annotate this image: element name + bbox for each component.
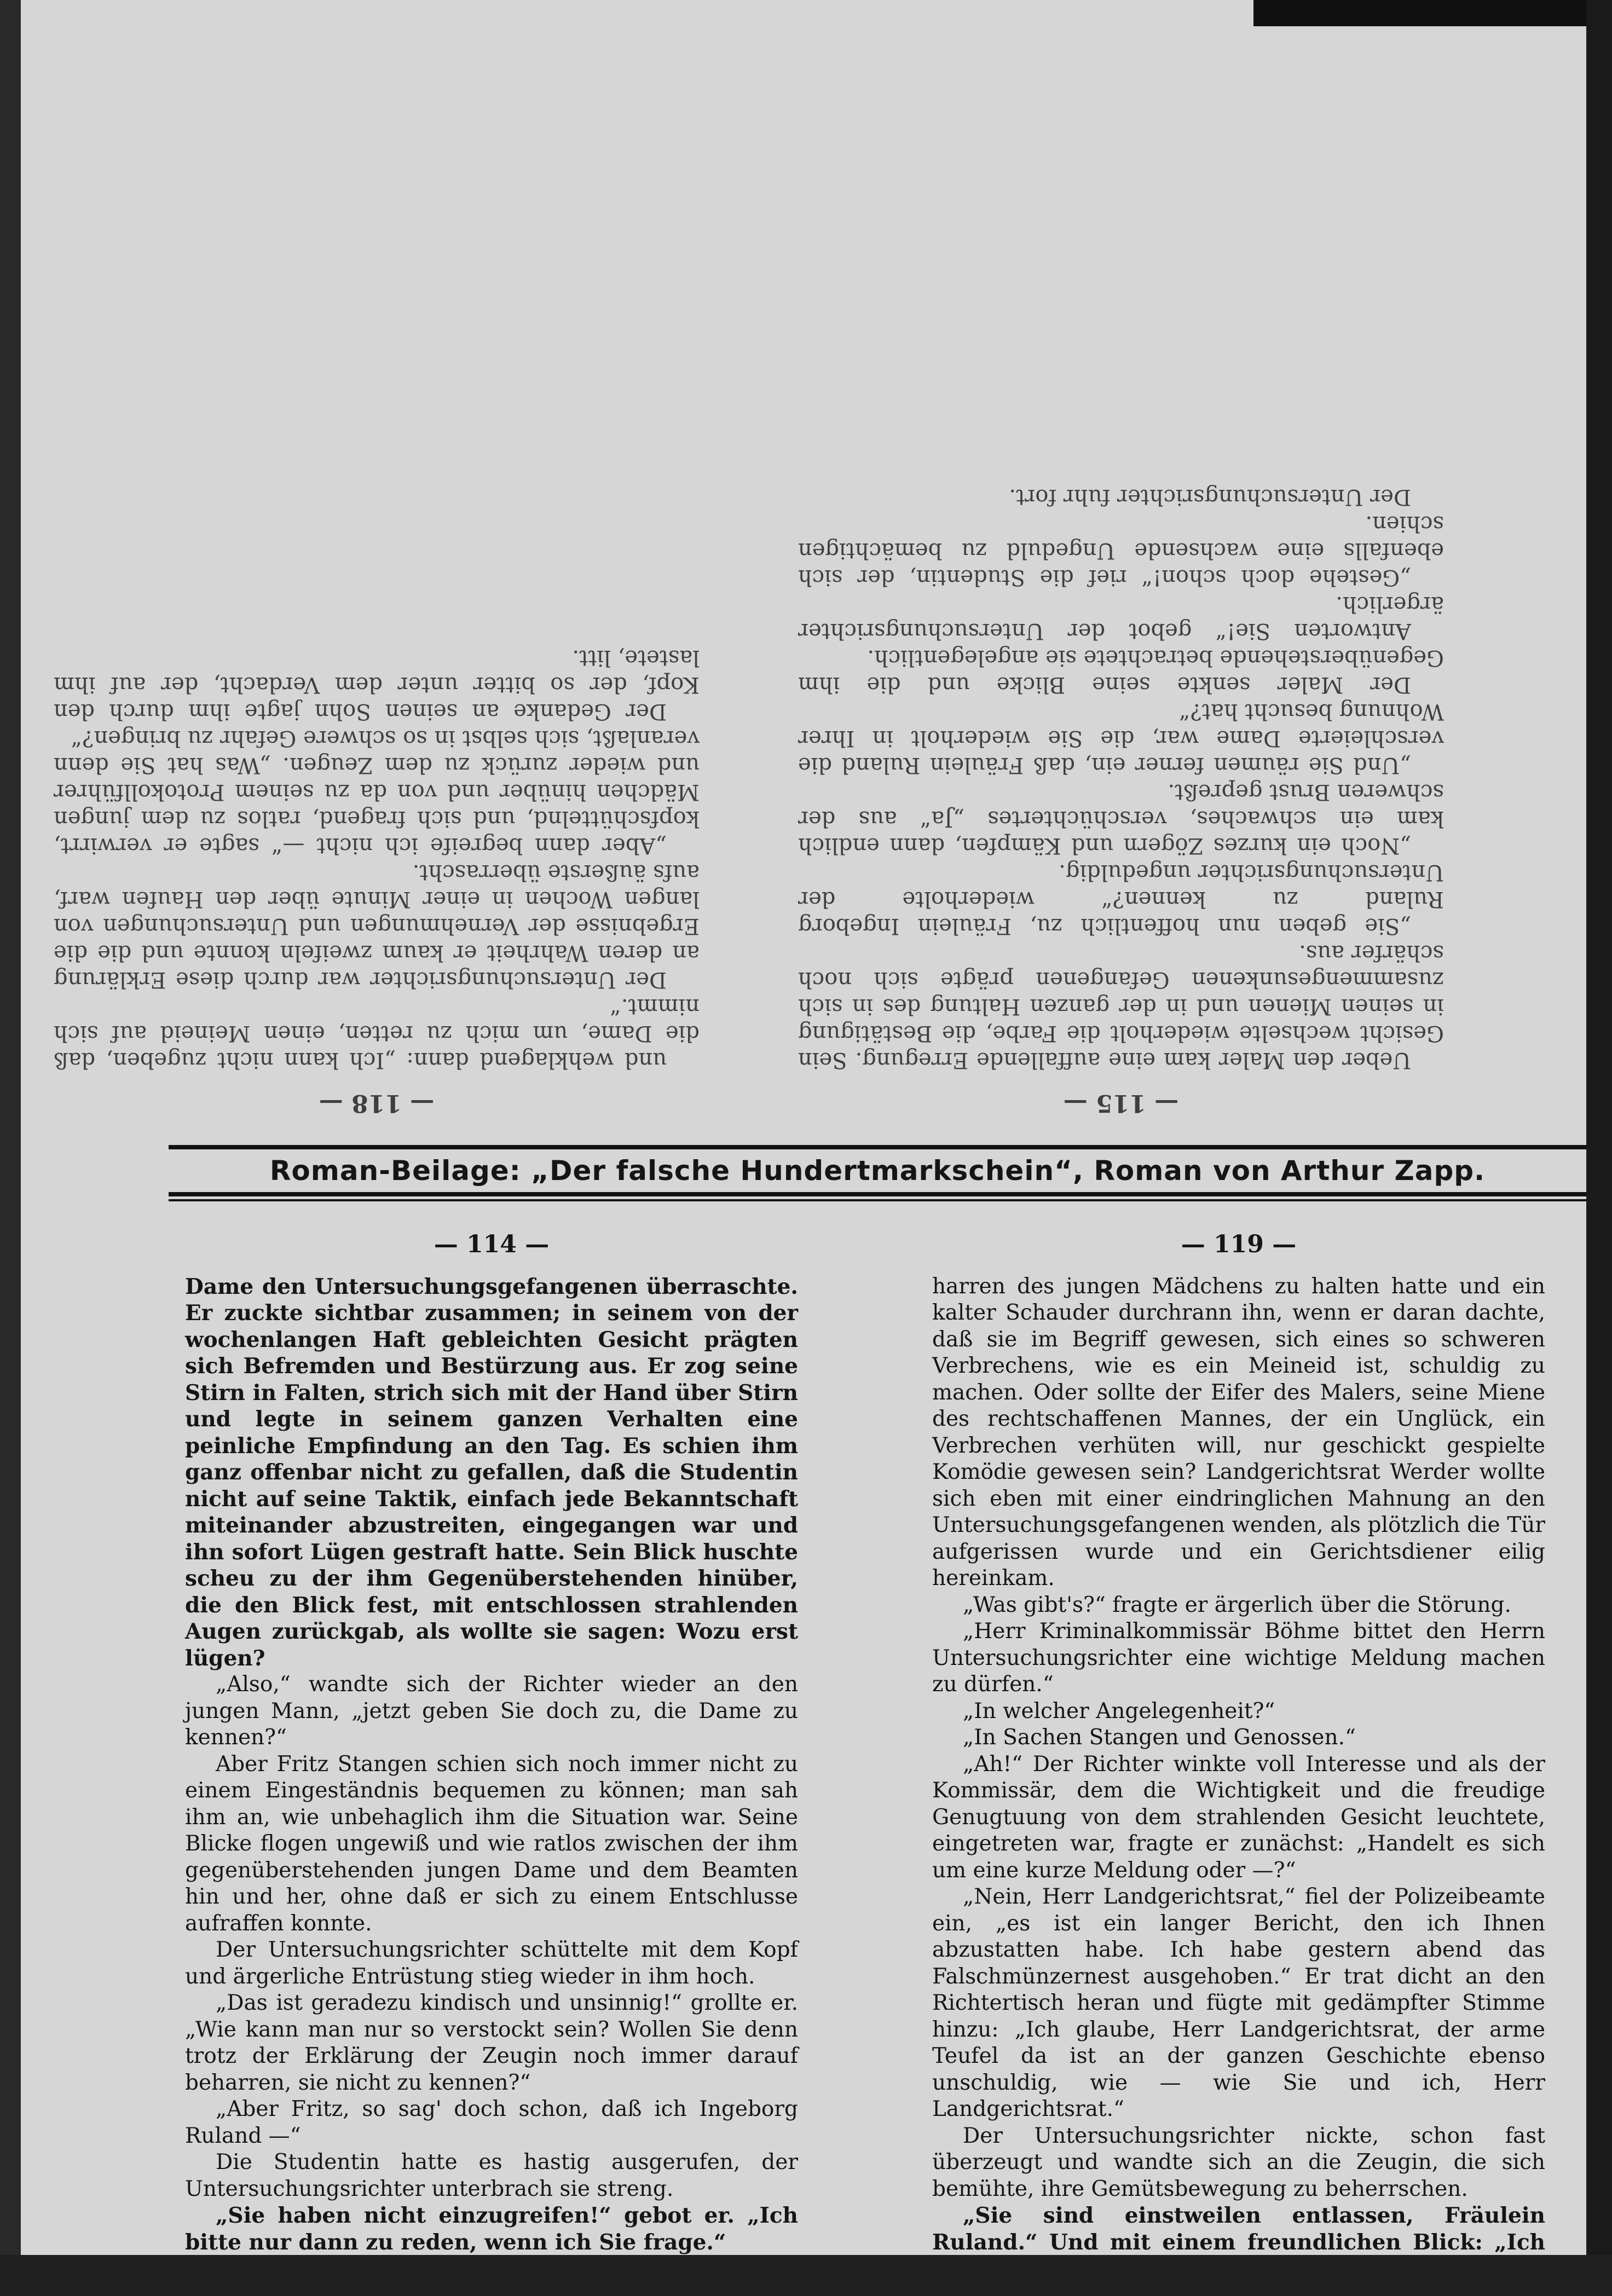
banner-rule-top (169, 1145, 1586, 1149)
page-number: — 114 — (434, 1230, 550, 1258)
mirrored-paragraph: Ueber den Maler kam eine auffallende Erregung. Sein Gesicht wechselte wiederholt die Farbe, die Bestätigung in seinen Mienen und in der ganzen Haltung des in sich zusammengesunkenen Gefangenen prägte sich noch schärfer aus. (798, 940, 1444, 1073)
banner-rule-bottom-thin (169, 1199, 1586, 1201)
paragraph: „In welcher Angelegenheit?“ (963, 1698, 1275, 1724)
paragraph: Der Untersuchungsrichter schüttelte mit dem Kopf und ärgerliche Entrüstung stieg wieder in ihm hoch. (185, 1938, 798, 1989)
paragraph: „Das ist geradezu kindisch und unsinnig!“ grollte er. „Wie kann man nur so verstockt sein? Wollen Sie denn trotz der Erklärung der Zeugin noch immer darauf beharren, sie nicht zu kennen?“ (185, 1991, 798, 2095)
mirrored-column-left (54, 644, 700, 1117)
mirrored-paragraph: Der Maler senkte seine Blicke und die ihm Gegenüberstehende betrachtete sie angelegentlich. (798, 645, 1444, 697)
page-number: — 119 — (1181, 1230, 1297, 1258)
mirrored-paragraph: „Sie geben nun hoffentlich zu, Fräulein Ingeborg Ruland zu kennen?“ wiederholte der Untersuchungsrichter ungeduldig. (798, 860, 1444, 939)
paragraph: „Sie haben nicht einzugreifen!“ gebot er. „Ich bitte nur dann zu reden, wenn ich Sie frage.“ (185, 2203, 798, 2255)
paragraph: „Also,“ wandte sich der Richter wieder an den jungen Mann, „jetzt geben Sie doch zu, die Dame zu kennen?“ (185, 1672, 798, 1750)
text-column-left (185, 1231, 798, 2255)
banner-rule-bottom (169, 1192, 1586, 1196)
mirrored-paragraph: und wehklagend dann: „Ich kann nicht zugeben, daß die Dame, um mich zu retten, einen Meineid auf sich nimmt.“ (54, 994, 700, 1073)
mirrored-paragraph: Antworten Sie!“ gebot der Untersuchungsrichter ärgerlich. (798, 592, 1444, 644)
upside-down-previous-page-bleed (21, 0, 1586, 1117)
mirrored-paragraph: „Und Sie räumen ferner ein, daß Fräulein Ruland die verschleierte Dame war, die Sie wiederholt in Ihrer Wohnung besucht hat?“ (798, 699, 1444, 778)
paragraph: Dame den Untersuchungsgefangenen überraschte. Er zuckte sichtbar zusammen; in seinem von der wochenlangen Haft gebleichten Gesicht prägten sich Befremden und Bestürzung aus. Er zog seine Stirn in Falten, strich sich mit der Hand über Stirn und legte in seinem ganzen Verhalten eine peinliche Empfindung an den Tag. Es schien ihm ganz offenbar nicht zu gefallen, daß die Studentin nicht auf seine Taktik, einfach jede Bekanntschaft miteinander abzustreiten, eingegangen war und ihn sofort Lügen gestraft hatte. Sein Blick huschte scheu zu der ihm Gegenüberstehenden hinüber, die den Blick fest, mit entschlossen strahlenden Augen zurückgab, als wollte sie sagen: Wozu erst lügen? (185, 1274, 798, 1671)
paragraph: „Sie sind einstweilen entlassen, Fräulein Ruland.“ Und mit einem freundlichen Blick: „Ich (932, 2203, 1545, 2255)
mirrored-page-number: — 115 — (1063, 1089, 1179, 1117)
mirrored-paragraph: „Noch ein kurzes Zögern und Kämpfen, dann endlich kam ein schwaches, verschüchtertes „Ja“ aus der schweren Brust gepreßt. (798, 779, 1444, 858)
scan-border-bottom (0, 2255, 1612, 2296)
mirrored-column-right (798, 483, 1444, 1117)
paragraph: „Herr Kriminalkommissär Böhme bittet den Herrn Untersuchungsrichter eine wichtige Meldung machen zu dürfen.“ (932, 1619, 1545, 1697)
banner-title: Roman-Beilage: „Der falsche Hundertmarkschein“, Roman von Arthur Zapp. (269, 1155, 1486, 1187)
paragraph: „Nein, Herr Landgerichtsrat,“ fiel der Polizeibeamte ein, „es ist ein langer Bericht, den ich Ihnen abzustatten habe. Ich habe gestern abend das Falschmünzernest ausgehoben.“ Er trat dicht an den Richtertisch heran und fügte mit gedämpfter Stimme hinzu: „Ich glaube, Herr Landgerichtsrat, der arme Teufel da ist an der ganzen Geschichte ebenso unschuldig, wie — wie Sie und ich, Herr Landgerichtsrat.“ (932, 1884, 1545, 2121)
scan-border-right (1586, 0, 1612, 2296)
paragraph: „In Sachen Stangen und Genossen.“ (963, 1725, 1356, 1750)
text-column-right (932, 1231, 1545, 2282)
scan-border-top (1253, 0, 1612, 26)
paragraph: Der Untersuchungsrichter nickte, schon fast überzeugt und wandte sich an die Zeugin, die sich bemühte, ihre Gemütsbewegung zu beherrschen. (932, 2123, 1545, 2201)
newspaper-page (21, 0, 1586, 2255)
mirrored-paragraph: Der Gedanke an seinen Sohn jagte ihm durch den Kopf, der so bitter unter dem Verdacht, der auf ihm lastete, litt. (54, 645, 700, 724)
paragraph: Aber Fritz Stangen schien sich noch immer nicht zu einem Eingeständnis bequemen zu können; man sah ihm an, wie unbehaglich ihm die Situation war. Seine Blicke flogen ungewiß und wie ratlos zwischen der ihm gegenüberstehenden jungen Dame und dem Beamten hin und her, ohne daß er sich zu einem Entschlusse aufraffen konnte. (185, 1751, 798, 1936)
paragraph: „Aber Fritz, so sag' doch schon, daß ich Ingeborg Ruland —“ (185, 2097, 798, 2148)
mirrored-page-number: — 118 — (319, 1089, 435, 1117)
paragraph: harren des jungen Mädchens zu halten hatte und ein kalter Schauder durchrann ihn, wenn er daran dachte, daß sie im Begriff gewesen, sich eines so schweren Verbrechens, wie es ein Meineid ist, schuldig zu machen. Oder sollte der Eifer des Malers, seine Miene des rechtschaffenen Mannes, der ein Unglück, ein Verbrechen verhüten will, nur geschickt gespielte Komödie gewesen sein? Landgerichtsrat Werder wollte sich eben mit einer eindringlichen Mahnung an den Untersuchungsgefangenen wenden, als plötzlich die Tür aufgerissen wurde und ein Gerichtsdiener eilig hereinkam. (932, 1274, 1545, 1591)
mirrored-paragraph: Der Untersuchungsrichter fuhr fort. (1009, 484, 1411, 510)
mirrored-paragraph: Der Untersuchungsrichter war durch diese Erklärung an deren Wahrheit er kaum zweifeln konnte und die die Ergebnisse der Vernehmungen und Untersuchungen von langen Wochen in einer Minute über den Haufen warf, aufs äußerste überrascht. (54, 860, 700, 992)
mirrored-paragraph: „Aber dann begreife ich nicht —“ sagte er verwirrt, kopfschüttelnd, und sich fragend, ratlos zu dem jungen Mädchen hinüber und von da zu seinem Protokollführer und wieder zurück zu dem Zeugen. „Was hat Sie denn veranlaßt, sich selbst in so schwere Gefahr zu bringen?“ (54, 726, 700, 858)
paragraph: „Ah!“ Der Richter winkte voll Interesse und als der Kommissär, dem die Wichtigkeit und die freudige Genugtuung von dem strahlenden Gesicht leuchtete, eingetreten war, fragte er zunächst: „Handelt es sich um eine kurze Meldung oder —?“ (932, 1751, 1545, 1883)
paragraph: „Was gibt's?“ fragte er ärgerlich über die Störung. (963, 1592, 1511, 1617)
paragraph: Die Studentin hatte es hastig ausgerufen, der Untersuchungsrichter unterbrach sie streng. (185, 2150, 798, 2201)
mirrored-paragraph: „Gestehe doch schon!“ rief die Studentin, der sich ebenfalls eine wachsende Ungeduld zu bemächtigen schien. (798, 511, 1444, 590)
section-banner (169, 1145, 1586, 1201)
